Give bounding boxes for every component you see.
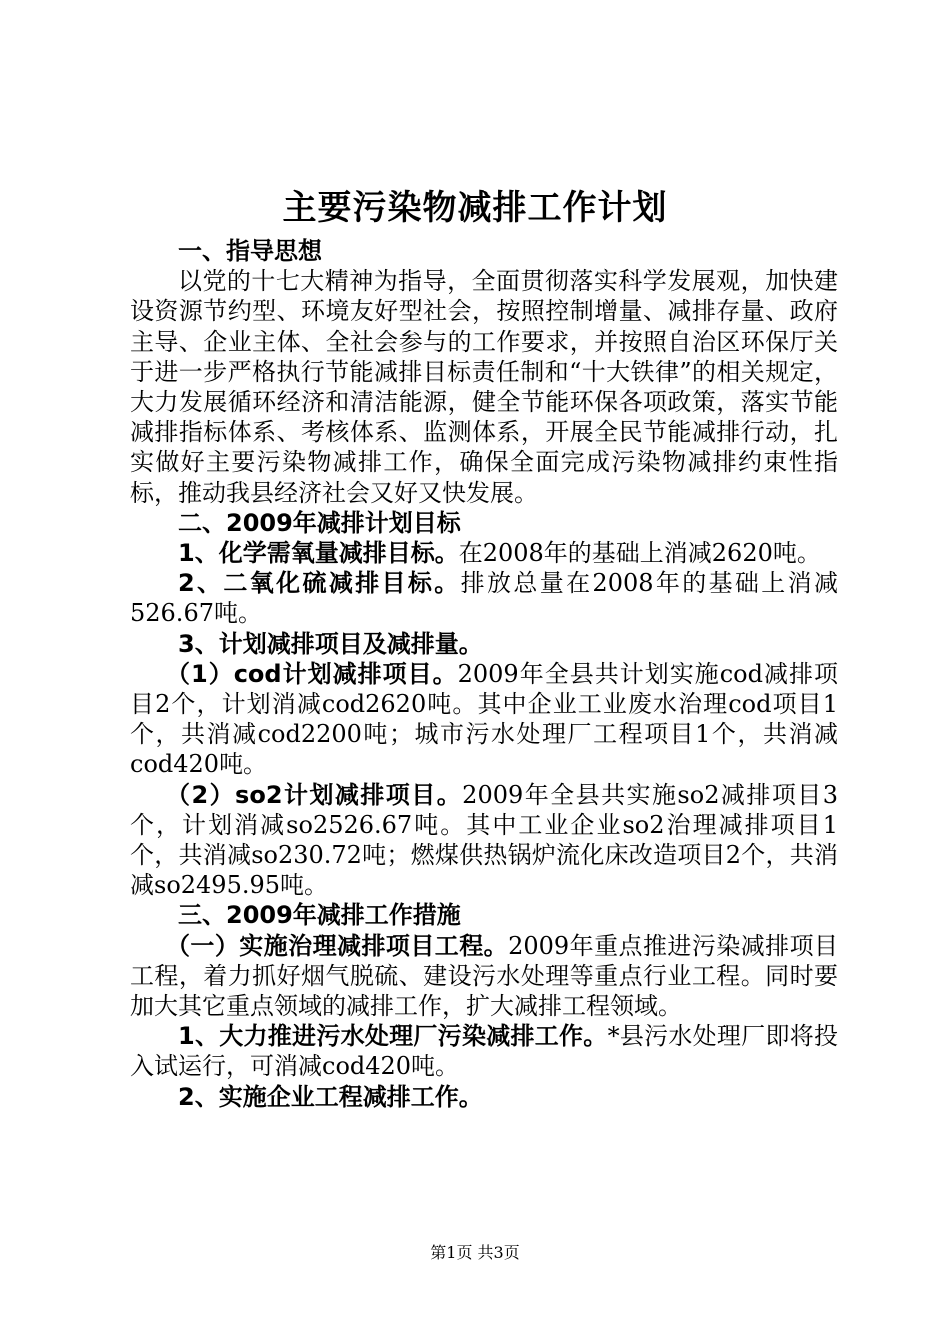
section-heading-measures: 三、2009年减排工作措施 xyxy=(178,901,461,930)
paragraph-enterprise: 2、实施企业工程减排工作。 xyxy=(178,1082,483,1111)
paragraph-projects: 3、计划减排项目及减排量。 xyxy=(178,629,483,658)
paragraph-so2-projects: （2）so2计划减排项目。2009年全县共实施so2减排项目3个，计划消减so2526.67吨。其中工业企业so2治理减排项目1个，共消减so230.72吨；燃煤供热锅炉流化床改造项目2个，共消减so2495.95吨。 xyxy=(130,780,838,900)
paragraph-cod-projects: （1）cod计划减排项目。2009年全县共计划实施cod减排项目2个，计划消减cod2620吨。其中企业工业废水治理cod项目1个，共消减cod2200吨；城市污水处理厂工程项目1个，共消减cod420吨。 xyxy=(130,659,838,779)
section-heading-targets: 二、2009年减排计划目标 xyxy=(178,508,461,537)
paragraph-measure-1: （一）实施治理减排项目工程。2009年重点推进污染减排项目工程，着力抓好烟气脱硫、建设污水处理等重点行业工程。同时要加大其它重点领域的减排工作，扩大减排工程领域。 xyxy=(130,931,839,1021)
paragraph-guiding-thought: 以党的十七大精神为指导，全面贯彻落实科学发展观，加快建设资源节约型、环境友好型社会，按照控制增量、减排存量、政府主导、企业主体、全社会参与的工作要求，并按照自治区环保厅关于进一步严格执行节能减排目标责任制和“十大铁律”的相关规定，大力发展循环经济和清洁能源，健全节能环保各项政策，落实节能减排指标体系、考核体系、监测体系，开展全民节能减排行动，扎实做好主要污染物减排工作，确保全面完成污染物减排约束性指标，推动我县经济社会又好又快发展。 xyxy=(130,267,838,507)
paragraph-cod-target: 1、化学需氧量减排目标。在2008年的基础上消减2620吨。 xyxy=(178,539,821,568)
document-body xyxy=(130,236,838,1112)
page-title: 主要污染物减排工作计划 xyxy=(282,188,668,228)
section-heading-guiding-thought: 一、指导思想 xyxy=(178,237,322,265)
paragraph-so2-target: 2、二氧化硫减排目标。排放总量在2008年的基础上消减526.67吨。 xyxy=(130,569,839,628)
page-footer: 第1页 共3页 xyxy=(430,1243,520,1262)
paragraph-sewage-plant: 1、大力推进污水处理厂污染减排工作。*县污水处理厂即将投入试运行，可消减cod420吨。 xyxy=(130,1022,838,1081)
